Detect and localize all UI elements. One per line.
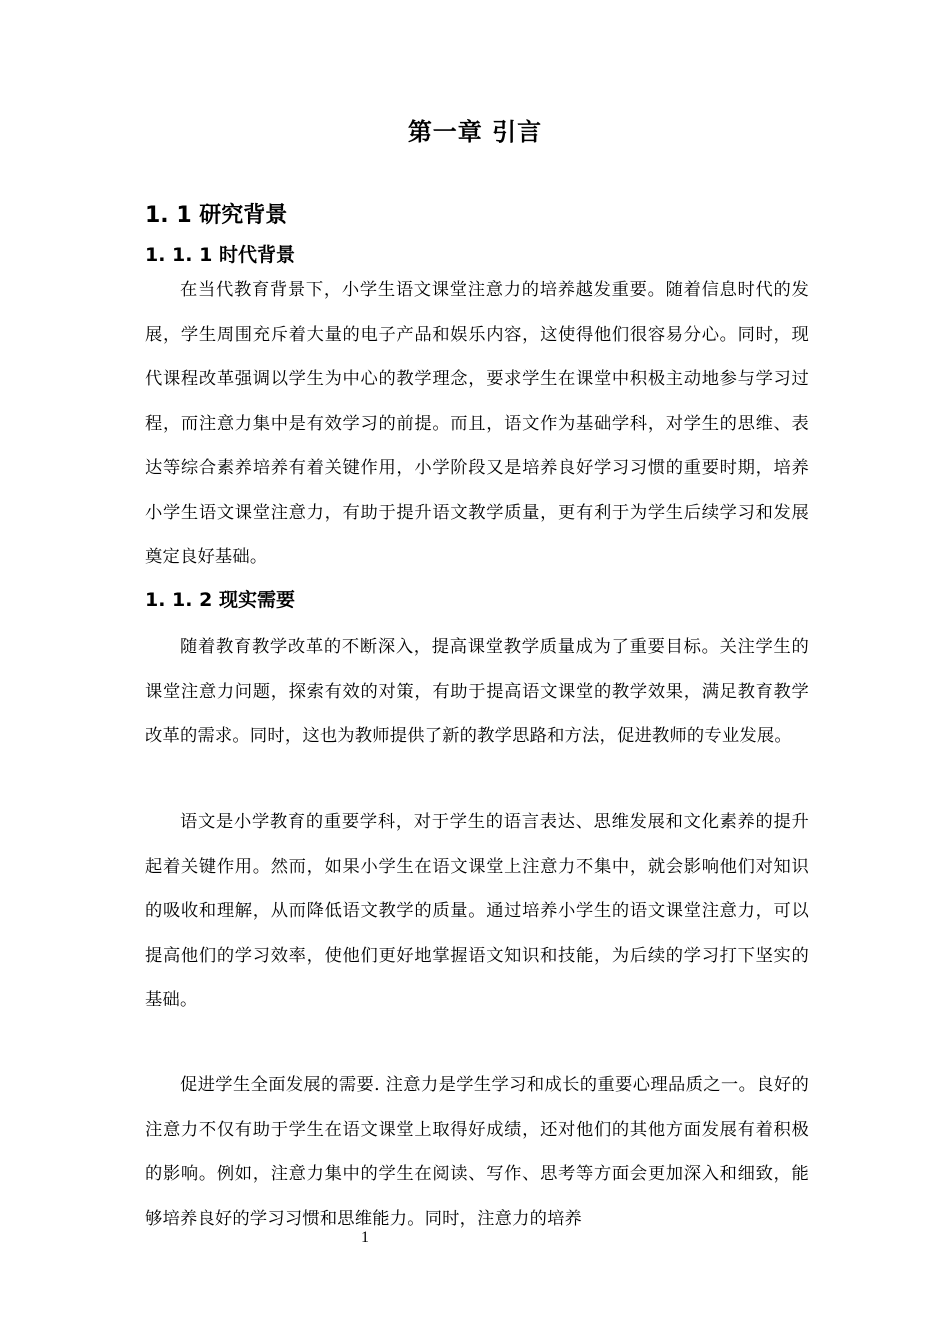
section-heading-1-1: 1. 1 研究背景 [145,203,288,228]
page-number: 1 [361,1229,369,1246]
section-heading-1-1-1: 1. 1. 1 时代背景 [145,244,295,266]
chapter-title: 第一章 引言 [407,118,543,146]
paragraph-practical-need-1: 随着教育教学改革的不断深入，提高课堂教学质量成为了重要目标。关注学生的课堂注意力问题，探索有效的对策，有助于提高语文课堂的教学效果，满足教育教学改革的需求。同时，这也为教师提供了新的教学思路和方法，促进教师的专业发展。 [145,637,809,746]
paragraph-practical-need-3: 促进学生全面发展的需要. 注意力是学生学习和成长的重要心理品质之一。良好的注意力不仅有助于学生在语文课堂上取得好成绩，还对他们的其他方面发展有着积极的影响。例如，注意力集中的学生在阅读、写作、思考等方面会更加深入和细致，能够培养良好的学习习惯和思维能力。同时，注意力的培养 [145,1075,809,1229]
paragraph-practical-need-2: 语文是小学教育的重要学科，对于学生的语言表达、思维发展和文化素养的提升起着关键作用。然而，如果小学生在语文课堂上注意力不集中，就会影响他们对知识的吸收和理解，从而降低语文教学的质量。通过培养小学生的语文课堂注意力，可以提高他们的学习效率，使他们更好地掌握语文知识和技能，为后续的学习打下坚实的基础。 [145,812,809,1010]
section-heading-1-1-2: 1. 1. 2 现实需要 [145,589,295,611]
paragraph-era-background: 在当代教育背景下，小学生语文课堂注意力的培养越发重要。随着信息时代的发展，学生周围充斥着大量的电子产品和娱乐内容，这使得他们很容易分心。同时，现代课程改革强调以学生为中心的教学理念，要求学生在课堂中积极主动地参与学习过程，而注意力集中是有效学习的前提。而且，语文作为基础学科，对学生的思维、表达等综合素养培养有着关键作用，小学阶段又是培养良好学习习惯的重要时期，培养小学生语文课堂注意力，有助于提升语文教学质量，更有利于为学生后续学习和发展奠定良好基础。 [145,280,809,567]
